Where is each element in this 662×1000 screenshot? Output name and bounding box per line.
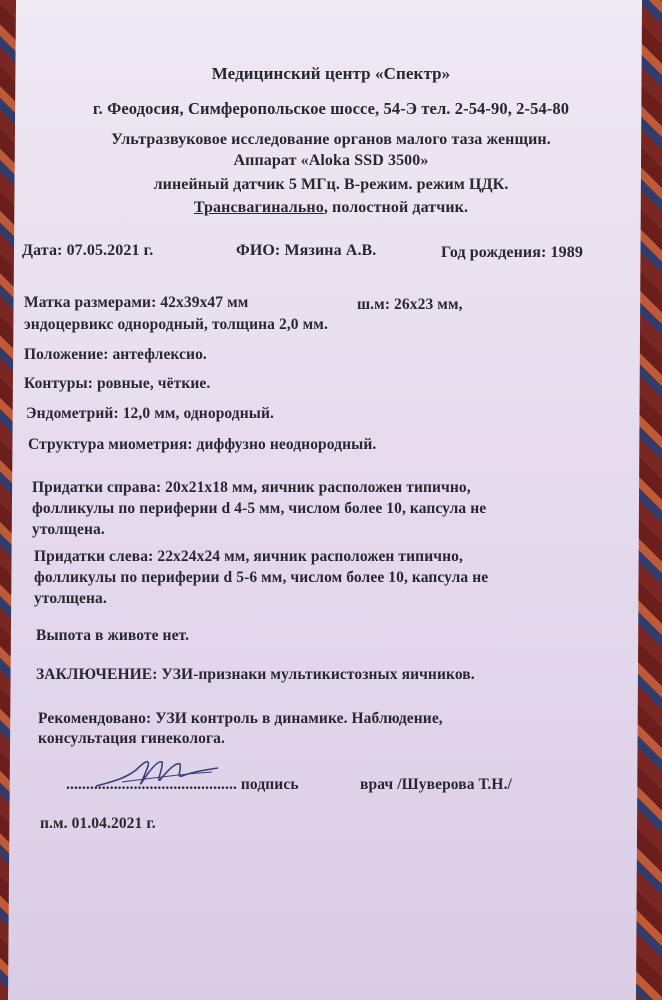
left-adnexa-line-3: утолщена.	[34, 590, 107, 607]
patient-name: ФИО: Мязина А.В.	[236, 242, 377, 259]
cervix-size: ш.м: 26х23 мм,	[357, 296, 463, 313]
conclusion: ЗАКЛЮЧЕНИЕ: УЗИ-признаки мультикистозных яичников.	[36, 666, 475, 683]
study-title: Ультразвуковое исследование органов малого таза женщин.	[111, 131, 551, 148]
left-adnexa-line-2: фолликулы по периферии d 5-6 мм, числом более 10, капсула не	[34, 569, 489, 586]
uterus-contours: Контуры: ровные, чёткие.	[24, 375, 211, 392]
method-rest: , полостной датчик.	[323, 199, 469, 216]
signature-line: ........................................... подпись	[66, 776, 299, 793]
address-line: г. Феодосия, Симферопольское шоссе, 54-Э тел. 2-54-90, 2-54-80	[92, 99, 570, 118]
right-adnexa-line-3: утолщена.	[32, 521, 105, 538]
method-line	[0, 199, 662, 217]
recommendation-line-1: Рекомендовано: УЗИ контроль в динамике. Наблюдение,	[38, 710, 443, 727]
center-name: Медицинский центр «Спектр»	[211, 64, 451, 83]
apparatus-line: Аппарат «Aloka SSD 3500»	[233, 152, 429, 169]
endometrium: Эндометрий: 12,0 мм, однородный.	[26, 405, 274, 422]
uterus-size: Матка размерами: 42х39х47 мм	[24, 294, 249, 311]
recommendation-line-2: консультация гинеколога.	[38, 730, 225, 747]
uterus-position: Положение: антефлексио.	[24, 346, 207, 363]
right-adnexa-line-1: Придатки справа: 20х21х18 мм, яичник расположен типично,	[32, 479, 471, 496]
myometrium: Структура миометрия: диффузно неоднородный.	[28, 436, 377, 453]
last-menstruation-date: п.м. 01.04.2021 г.	[40, 815, 156, 832]
effusion-note: Выпота в животе нет.	[36, 627, 190, 644]
exam-date: Дата: 07.05.2021 г.	[22, 242, 154, 259]
right-adnexa-line-2: фолликулы по периферии d 4-5 мм, числом более 10, капсула не	[32, 500, 487, 517]
sensor-line: линейный датчик 5 МГц. В-режим. режим ЦДК.	[153, 176, 509, 193]
method-underlined: Трансвагинально	[193, 199, 324, 216]
birth-year: Год рождения: 1989	[441, 244, 583, 261]
doctor-name: врач /Шуверова Т.Н./	[360, 776, 512, 793]
left-adnexa-line-1: Придатки слева: 22х24х24 мм, яичник расположен типично,	[34, 548, 463, 565]
endocervix: эндоцервикс однородный, толщина 2,0 мм.	[24, 316, 328, 333]
